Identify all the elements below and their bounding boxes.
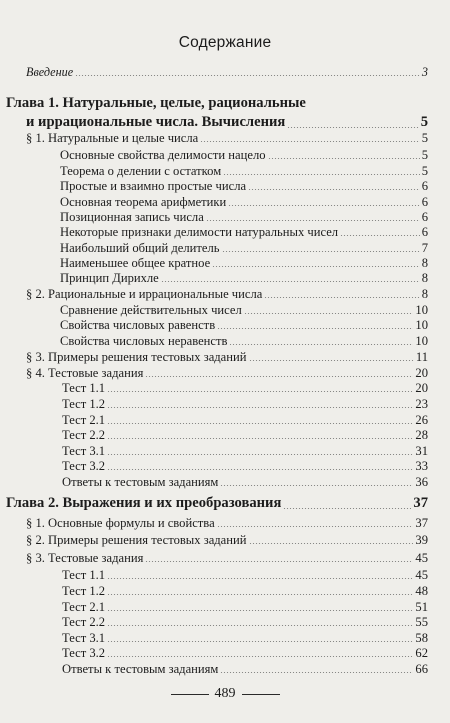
entry-label: Тест 3.1 — [62, 631, 106, 645]
dot-leader — [217, 526, 414, 527]
page-footer — [0, 686, 450, 702]
footer-rule-left — [171, 694, 209, 695]
toc-entry[interactable] — [60, 224, 428, 240]
entry-page: 62 — [415, 646, 428, 660]
entry-label: Сравнение действительных чисел — [60, 303, 242, 317]
dot-leader — [107, 407, 413, 408]
entry-label: § 2. Примеры решения тестовых заданий — [26, 533, 247, 547]
toc-entry-intro[interactable] — [26, 64, 428, 80]
toc-entry[interactable] — [62, 599, 428, 615]
toc-entry[interactable] — [60, 302, 428, 318]
entry-label: Наибольший общий делитель — [60, 241, 220, 255]
entry-label: Введение — [26, 65, 74, 79]
entry-label: Свойства числовых неравенств — [60, 334, 228, 348]
dot-leader — [287, 127, 418, 128]
toc-entry[interactable] — [60, 178, 428, 194]
entry-label: Тест 3.2 — [62, 646, 106, 660]
entry-page: 23 — [415, 397, 428, 411]
entry-page: 5 — [421, 148, 428, 162]
toc-entry[interactable] — [60, 194, 428, 210]
dot-leader — [220, 672, 413, 673]
entry-page: 28 — [415, 428, 428, 442]
entry-page: 5 — [421, 131, 428, 145]
entry-page: 26 — [415, 413, 428, 427]
entry-page: 45 — [415, 551, 428, 565]
entry-label: Тест 1.2 — [62, 397, 106, 411]
toc-entry[interactable] — [62, 427, 428, 443]
entry-page: 6 — [421, 195, 428, 209]
entry-label: Тест 1.2 — [62, 584, 106, 598]
entry-label: Тест 2.2 — [62, 428, 106, 442]
entry-page: 37 — [415, 516, 428, 530]
entry-label: Основные свойства делимости нацело — [60, 148, 266, 162]
toc-entry[interactable] — [26, 365, 428, 381]
toc-entry[interactable] — [60, 317, 428, 333]
toc-entry[interactable] — [26, 550, 428, 566]
toc-entry[interactable] — [62, 661, 428, 677]
toc-entry[interactable] — [60, 163, 428, 179]
entry-page: 31 — [415, 444, 428, 458]
dot-leader — [145, 561, 413, 562]
entry-page: 6 — [421, 210, 428, 224]
dot-leader — [75, 75, 420, 76]
dot-leader — [107, 610, 413, 611]
dot-leader — [249, 543, 414, 544]
entry-label: Принцип Дирихле — [60, 271, 159, 285]
entry-page: 7 — [421, 241, 428, 255]
entry-page: 10 — [415, 303, 428, 317]
entry-label: Ответы к тестовым заданиям — [62, 475, 219, 489]
entry-page: 20 — [415, 366, 428, 380]
dot-leader — [107, 391, 413, 392]
entry-label: Наименьшее общее кратное — [60, 256, 211, 270]
entry-label: Простые и взаимно простые числа — [60, 179, 247, 193]
entry-page: 3 — [421, 65, 428, 79]
entry-label: § 1. Основные формулы и свойства — [26, 516, 215, 530]
toc-entry[interactable] — [60, 255, 428, 271]
dot-leader — [107, 594, 413, 595]
entry-page: 48 — [415, 584, 428, 598]
dot-leader — [228, 205, 419, 206]
entry-label: § 3. Примеры решения тестовых заданий — [26, 350, 247, 364]
dot-leader — [220, 485, 413, 486]
dot-leader — [248, 189, 420, 190]
footer-rule-right — [242, 694, 280, 695]
entry-page: 6 — [421, 179, 428, 193]
page-number: 489 — [214, 686, 236, 701]
entry-page: 8 — [421, 256, 428, 270]
entry-label: § 4. Тестовые задания — [26, 366, 144, 380]
dot-leader — [212, 266, 420, 267]
dot-leader — [107, 578, 413, 579]
toc-entry[interactable] — [26, 130, 428, 146]
toc-entry[interactable] — [60, 240, 428, 256]
entry-label: § 3. Тестовые задания — [26, 551, 144, 565]
toc-entry[interactable] — [62, 396, 428, 412]
entry-label: Тест 3.1 — [62, 444, 106, 458]
entry-page: 39 — [415, 533, 428, 547]
toc-entry[interactable] — [62, 412, 428, 428]
entry-page: 8 — [421, 271, 428, 285]
dot-leader — [217, 328, 413, 329]
toc-entry[interactable] — [62, 474, 428, 490]
entry-label: Тест 1.1 — [62, 381, 106, 395]
toc-entry[interactable] — [60, 147, 428, 163]
dot-leader — [107, 438, 413, 439]
entry-label: Ответы к тестовым заданиям — [62, 662, 219, 676]
dot-leader — [145, 376, 413, 377]
entry-page: 10 — [415, 318, 428, 332]
entry-label: Основная теорема арифметики — [60, 195, 227, 209]
entry-page: 66 — [415, 662, 428, 676]
entry-page: 11 — [415, 350, 428, 364]
entry-page: 5 — [421, 164, 428, 178]
entry-label: Тест 1.1 — [62, 568, 106, 582]
toc-entry[interactable] — [62, 630, 428, 646]
dot-leader — [283, 508, 411, 509]
dot-leader — [268, 158, 420, 159]
entry-page: 5 — [420, 114, 428, 130]
toc-entry[interactable] — [62, 380, 428, 396]
entry-label: § 2. Рациональные и иррациональные числа — [26, 287, 263, 301]
entry-page: 51 — [415, 600, 428, 614]
dot-leader — [206, 220, 420, 221]
entry-page: 20 — [415, 381, 428, 395]
entry-label: § 1. Натуральные и целые числа — [26, 131, 199, 145]
toc-entry[interactable] — [26, 532, 428, 548]
entry-page: 36 — [415, 475, 428, 489]
dot-leader — [161, 281, 420, 282]
toc-entry[interactable] — [62, 567, 428, 583]
chapter-1-title-line1: Глава 1. Натуральные, целые, рациональные — [6, 95, 306, 111]
dot-leader — [107, 656, 413, 657]
entry-label: Некоторые признаки делимости натуральных чисел — [60, 225, 339, 239]
page-title: Содержание — [178, 34, 272, 51]
entry-page: 10 — [415, 334, 428, 348]
dot-leader — [107, 423, 413, 424]
toc-entry[interactable] — [62, 458, 428, 474]
entry-label: Тест 2.2 — [62, 615, 106, 629]
dot-leader — [222, 251, 420, 252]
toc-entry[interactable] — [62, 583, 428, 599]
dot-leader — [200, 141, 419, 142]
entry-page: 6 — [421, 225, 428, 239]
toc-entry[interactable] — [26, 515, 428, 531]
entry-page: 8 — [421, 287, 428, 301]
toc-entry[interactable] — [62, 645, 428, 661]
dot-leader — [340, 235, 420, 236]
toc-entry[interactable] — [60, 270, 428, 286]
toc-entry[interactable] — [26, 286, 428, 302]
chapter-2-title: Глава 2. Выражения и их преобразования — [6, 495, 282, 511]
entry-label: Теорема о делении с остатком — [60, 164, 222, 178]
entry-page: 33 — [415, 459, 428, 473]
entry-page: 55 — [415, 615, 428, 629]
entry-page: 45 — [415, 568, 428, 582]
toc-entry[interactable] — [62, 443, 428, 459]
dot-leader — [249, 360, 414, 361]
toc-entry[interactable] — [62, 614, 428, 630]
toc-entry[interactable] — [60, 209, 428, 225]
toc-entry[interactable] — [26, 349, 428, 365]
dot-leader — [107, 641, 413, 642]
entry-label: Тест 3.2 — [62, 459, 106, 473]
entry-page: 37 — [413, 495, 428, 511]
entry-label: Тест 2.1 — [62, 600, 106, 614]
dot-leader — [244, 313, 414, 314]
dot-leader — [229, 344, 413, 345]
entry-label: Позиционная запись числа — [60, 210, 204, 224]
dot-leader — [107, 625, 413, 626]
dot-leader — [223, 174, 420, 175]
entry-label: Свойства числовых равенств — [60, 318, 216, 332]
toc-entry[interactable] — [60, 333, 428, 349]
dot-leader — [264, 297, 419, 298]
entry-label: Тест 2.1 — [62, 413, 106, 427]
dot-leader — [107, 454, 413, 455]
toc-entry-chapter-2[interactable] — [6, 494, 428, 513]
chapter-1-title-line2: и иррациональные числа. Вычисления — [26, 114, 286, 130]
entry-page: 58 — [415, 631, 428, 645]
dot-leader — [107, 469, 413, 470]
